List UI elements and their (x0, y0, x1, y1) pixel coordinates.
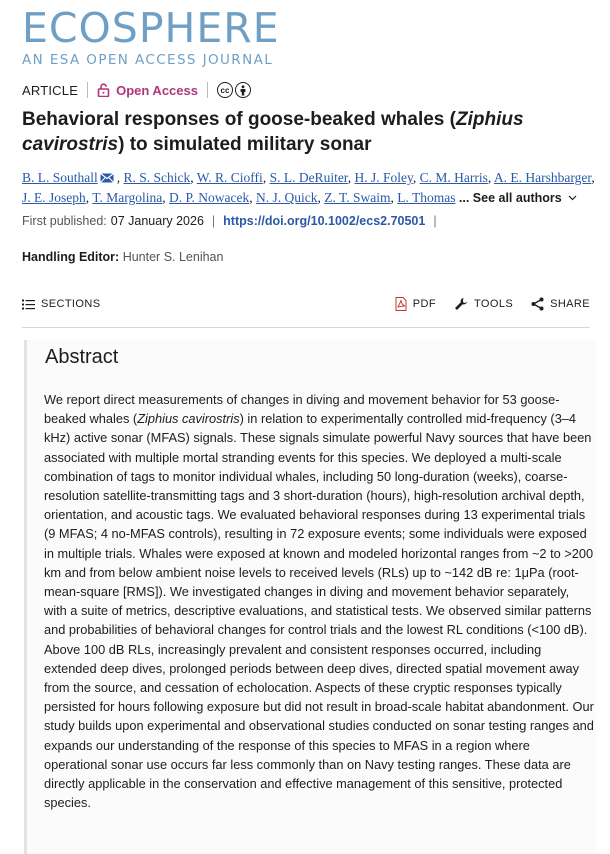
author-link[interactable]: T. Margolina (92, 190, 163, 205)
pdf-icon (395, 297, 407, 311)
pdf-label: PDF (412, 298, 436, 310)
attribution-icon (235, 82, 251, 98)
abstract-section (24, 340, 596, 854)
journal-logo[interactable] (22, 6, 280, 68)
abstract-heading: Abstract (45, 346, 119, 368)
divider (87, 82, 88, 98)
author-link[interactable]: S. L. DeRuiter (269, 170, 348, 185)
author-link[interactable]: R. S. Schick (123, 170, 191, 185)
author-link[interactable]: H. J. Foley (354, 170, 413, 185)
divider: | (433, 214, 437, 228)
editor-label: Handling Editor: (22, 250, 120, 264)
handling-editor (22, 250, 223, 264)
sections-label: SECTIONS (41, 298, 101, 310)
divider: | (211, 214, 216, 228)
author-link[interactable]: B. L. Southall (22, 170, 98, 185)
article-meta (22, 80, 251, 100)
pdf-button[interactable] (395, 297, 436, 311)
abstract-text: We report direct measurements of changes in diving and movement behavior for 53 goose-beaked whales (Ziphius cavirostris) in relation to experimentally controlled mid-frequency (3–4 kHz) active sonar (MFAS) signals. These signals simulate powerful Navy sources that have been associated with multiple mortal stranding events for this species. We deployed a multi-scale combination of tags to monitor individual whales, including 50 long-duration (weeks), coarse-resolution satellite-transmitting tags and 3 short-duration (hours), high-resolution archival depth, orientation, and acoustic tags. We evaluated behavioral responses during 13 experimental trials (9 MFAS; 4 no-MFAS controls), resulting in 72 exposure events; some individuals were exposed in multiple trials. Whales were exposed at known and modeled horizontal ranges from ~2 to >200 km and from below ambient noise levels to received levels (RLs) up to ~142 dB re: 1μPa (root-mean-square [RMS]). We investigated changes in diving and movement behavior separately, with a suite of metrics, descriptive evaluations, and statistical tests. We observed similar patterns and probabilities of behavioral changes for control trials and the lowest RL conditions (<100 dB). Above 100 dB RLs, increasingly prevalent and consistent responses occurred, including extended deep dives, prolonged periods between deep dives, directed spatial movement away from the source, and cessation of echolocation. Aspects of these cryptic responses typically persisted for hours following exposure but did not result in broad-scale habitat abandonment. Our study builds upon experimental and observational studies conducted on sonar testing ranges and expands our understanding of the response of this species to MFAS in a region where operational sonar use occurs far less commonly than on Navy testing ranges. These data are directly applicable in the conservation and effective management of this sensitive, protected species. (44, 392, 594, 811)
divider (207, 82, 208, 98)
journal-name: ECOSPHERE (22, 4, 280, 52)
doi-link[interactable]: https://doi.org/10.1002/ecs2.70501 (223, 214, 426, 228)
author-link[interactable]: D. P. Nowacek (169, 190, 250, 205)
author-list: B. L. Southall , R. S. Schick, W. R. Cioffi, S. L. DeRuiter, H. J. Foley, C. M. Harris, A. E. Harshbarger, J. E. Joseph, T. Margolina, D. P. Nowacek, N. J. Quick, Z. T. Swaim, L. Thomas ... See all authors (22, 170, 595, 205)
divider (22, 327, 590, 328)
author-link[interactable]: N. J. Quick (256, 190, 318, 205)
editor-name: Hunter S. Lenihan (122, 250, 224, 264)
published-label: First published: (22, 214, 107, 228)
sections-button[interactable] (22, 298, 100, 310)
open-lock-icon (97, 83, 110, 97)
author-link[interactable]: J. E. Joseph (22, 190, 86, 205)
author-link[interactable]: W. R. Cioffi (196, 170, 263, 185)
wrench-icon (454, 297, 468, 311)
published-date: 07 January 2026 (110, 214, 204, 228)
author-link[interactable]: C. M. Harris (419, 170, 488, 185)
license-badge[interactable] (217, 82, 251, 98)
corresponding-author-mail-icon[interactable] (100, 169, 114, 179)
publication-info (22, 214, 445, 228)
list-icon (22, 299, 35, 310)
author-link[interactable]: A. E. Harshbarger (493, 170, 592, 185)
share-button[interactable] (531, 297, 590, 311)
share-label: SHARE (550, 298, 590, 310)
author-link[interactable]: Z. T. Swaim (324, 190, 391, 205)
open-access-label: Open Access (116, 82, 198, 98)
article-type: ARTICLE (22, 82, 79, 98)
article-title: Behavioral responses of goose-beaked whales (Ziphius cavirostris) to simulated military sonar (22, 109, 524, 155)
creative-commons-icon: cc (217, 82, 233, 98)
chevron-down-icon (568, 195, 577, 201)
tools-label: TOOLS (474, 298, 514, 310)
journal-tagline: AN ESA OPEN ACCESS JOURNAL (22, 52, 274, 68)
tools-button[interactable] (454, 297, 513, 311)
article-toolbar (22, 294, 590, 314)
author-link[interactable]: L. Thomas (397, 190, 456, 205)
share-icon (531, 297, 544, 311)
see-all-authors-button[interactable]: ... See all authors (459, 191, 577, 205)
open-access-badge[interactable] (97, 83, 198, 98)
